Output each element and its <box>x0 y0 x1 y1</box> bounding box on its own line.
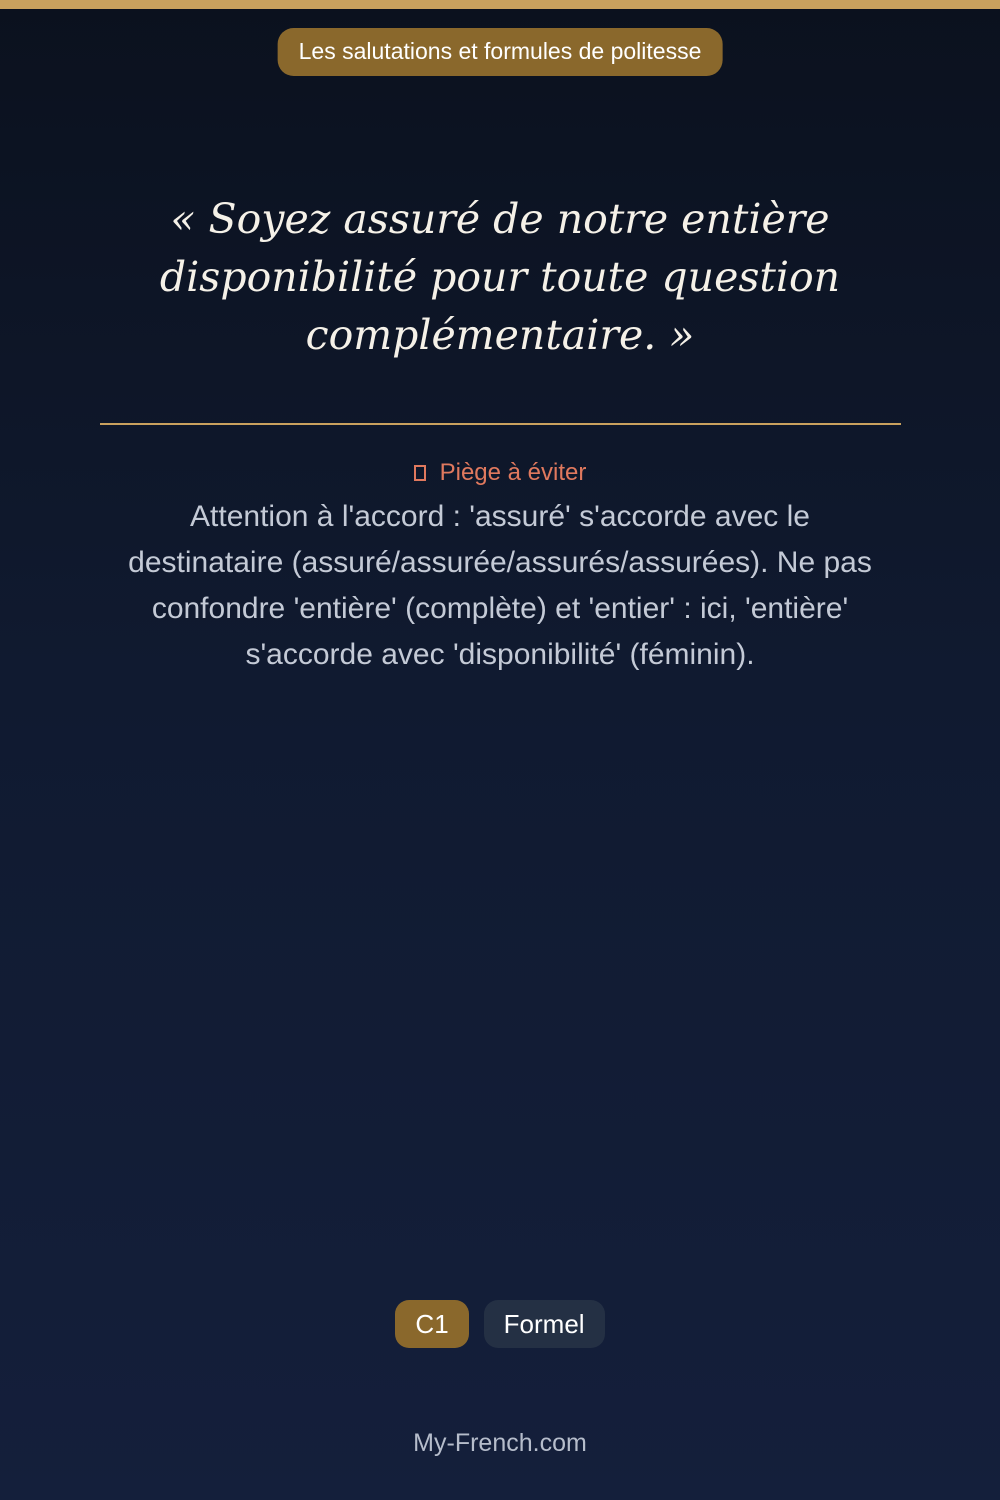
warning-icon <box>414 465 426 481</box>
level-badge: C1 <box>395 1300 468 1348</box>
register-badge: Formel <box>484 1300 605 1348</box>
pitfall-title: Piège à éviter <box>439 459 587 486</box>
category-badge: Les salutations et formules de politesse <box>278 28 723 76</box>
site-name: My-French.com <box>413 1429 587 1457</box>
tag-list <box>0 1300 1000 1348</box>
phrase-quote: « Soyez assuré de notre entière disponibilité pour toute question complémentaire. » <box>159 195 841 359</box>
divider <box>100 423 901 425</box>
pitfall-heading <box>0 459 1000 487</box>
top-accent-bar <box>0 0 1000 9</box>
pitfall-text: Attention à l'accord : 'assuré' s'accorde avec le destinataire (assuré/assurée/assurés/assurées). Ne pas confondre 'entière' (complète) et 'entier' : ici, 'entière' s'accorde avec 'disponibilité' (féminin). <box>128 500 872 671</box>
